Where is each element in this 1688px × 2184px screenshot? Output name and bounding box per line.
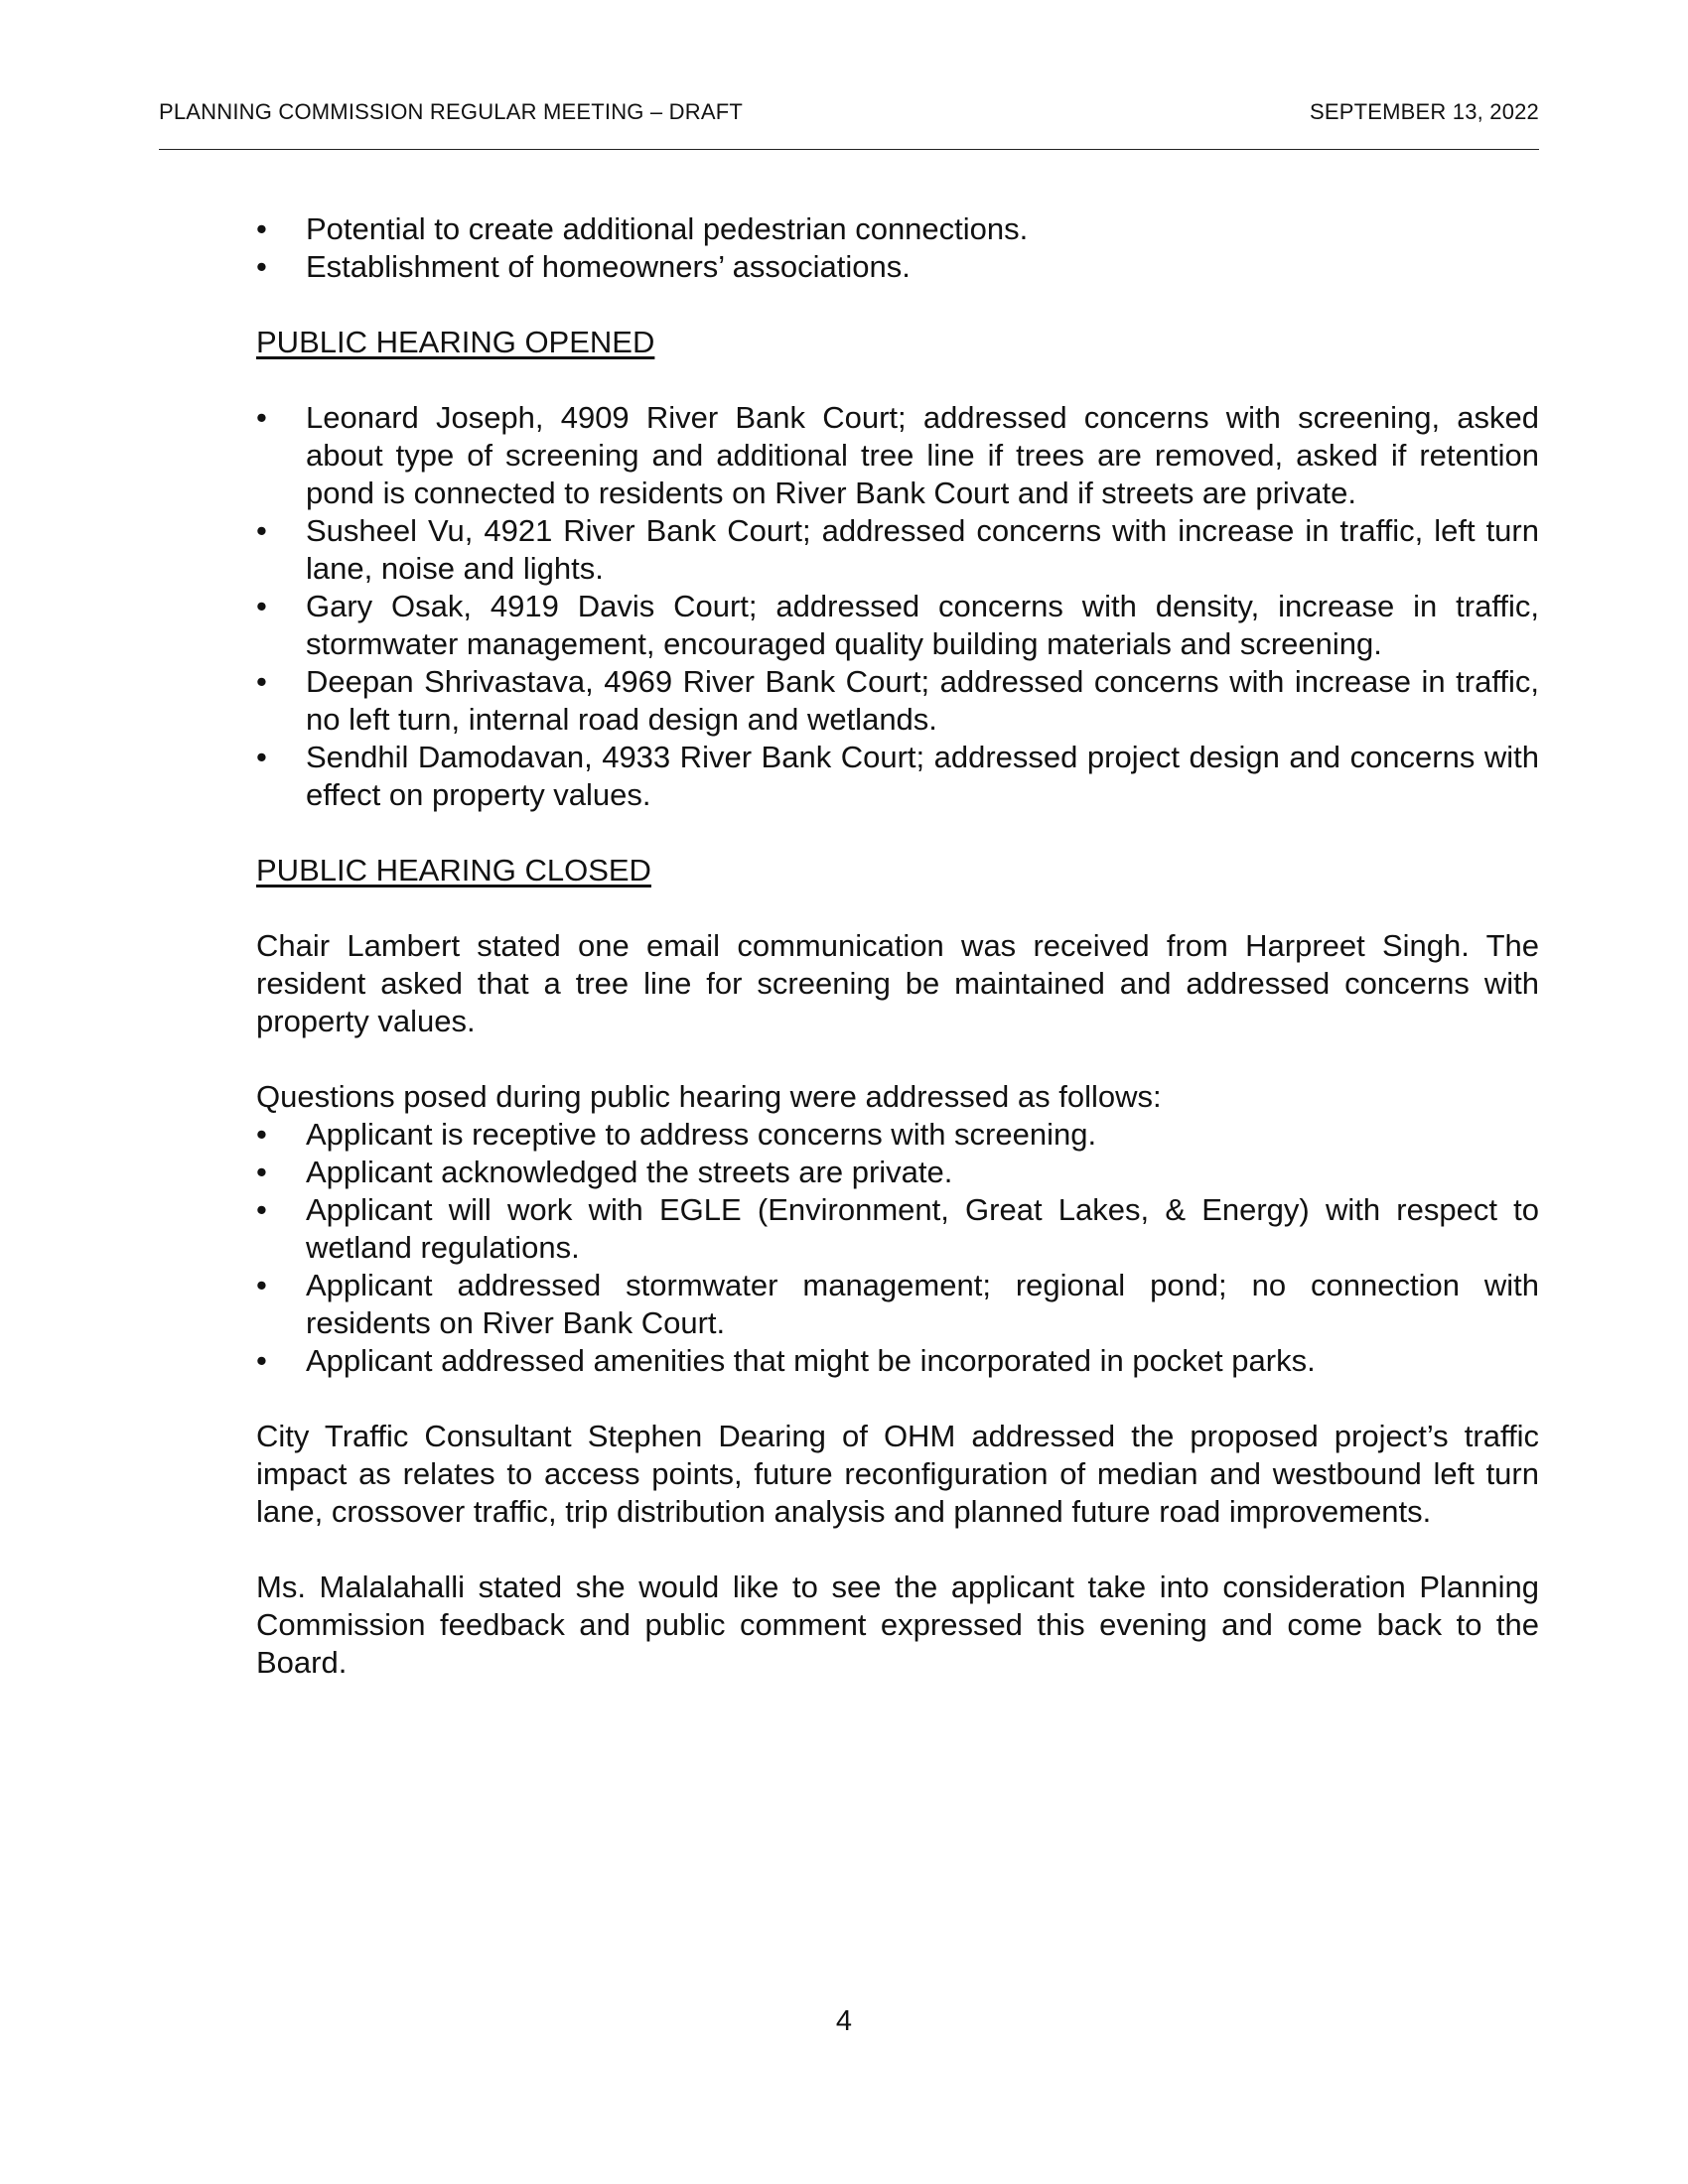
list-item <box>256 210 1539 248</box>
bullet-icon: • <box>256 740 267 774</box>
list-item <box>256 248 1539 286</box>
list-item-text: Applicant will work with EGLE (Environment, Great Lakes, & Energy) with respect to wetland regulations. <box>306 1192 1539 1265</box>
list-item-text: Applicant addressed stormwater management; regional pond; no connection with residents on River Bank Court. <box>306 1268 1539 1340</box>
bullet-icon: • <box>256 1268 267 1302</box>
traffic-consultant-paragraph: City Traffic Consultant Stephen Dearing of OHM addressed the proposed project’s traffic impact as relates to access points, future reconfiguration of median and westbound left turn lane, crossover traffic, trip distribution analysis and planned future road improvements. <box>256 1419 1539 1529</box>
list-item <box>256 1154 1539 1191</box>
chair-paragraph: Chair Lambert stated one email communication was received from Harpreet Singh. The resident asked that a tree line for screening be maintained and addressed concerns with property values. <box>256 928 1539 1038</box>
answer-bullet-list <box>256 1116 1539 1380</box>
header-date: SEPTEMBER 13, 2022 <box>1309 99 1539 124</box>
bullet-icon: • <box>256 211 267 246</box>
questions-intro: Questions posed during public hearing were addressed as follows: <box>256 1079 1162 1114</box>
list-item <box>256 512 1539 588</box>
document-body <box>256 210 1539 1682</box>
page-header <box>159 99 1539 150</box>
intro-bullet-list <box>256 210 1539 286</box>
list-item-text: Applicant acknowledged the streets are private. <box>306 1155 953 1189</box>
list-item <box>256 663 1539 739</box>
bullet-icon: • <box>256 400 267 435</box>
bullet-icon: • <box>256 1343 267 1378</box>
public-hearing-closed-heading: PUBLIC HEARING CLOSED <box>256 853 651 887</box>
page-number: 4 <box>835 2005 853 2037</box>
bullet-icon: • <box>256 1117 267 1152</box>
list-item-text: Potential to create additional pedestrian connections. <box>306 211 1029 246</box>
list-item-text: Deepan Shrivastava, 4969 River Bank Court; addressed concerns with increase in traffic, no left turn, internal road design and wetlands. <box>306 664 1539 737</box>
list-item-text: Susheel Vu, 4921 River Bank Court; addressed concerns with increase in traffic, left turn lane, noise and lights. <box>306 513 1539 586</box>
list-item-text: Leonard Joseph, 4909 River Bank Court; addressed concerns with screening, asked about type of screening and additional tree line if trees are removed, asked if retention pond is connected to residents on River Bank Court and if streets are private. <box>306 400 1539 510</box>
header-meeting-title: PLANNING COMMISSION REGULAR MEETING – DRAFT <box>159 99 744 124</box>
bullet-icon: • <box>256 1155 267 1189</box>
bullet-icon: • <box>256 249 267 284</box>
bullet-icon: • <box>256 513 267 548</box>
bullet-icon: • <box>256 589 267 623</box>
list-item <box>256 1191 1539 1267</box>
list-item <box>256 739 1539 814</box>
list-item-text: Establishment of homeowners’ associations. <box>306 249 911 284</box>
list-item <box>256 1116 1539 1154</box>
bullet-icon: • <box>256 664 267 699</box>
list-item <box>256 399 1539 512</box>
list-item <box>256 1267 1539 1342</box>
list-item-text: Sendhil Damodavan, 4933 River Bank Court; addressed project design and concerns with effect on property values. <box>306 740 1539 812</box>
list-item <box>256 588 1539 663</box>
malalahalli-paragraph: Ms. Malalahalli stated she would like to see the applicant take into consideration Planning Commission feedback and public comment expressed this evening and come back to the Board. <box>256 1570 1539 1680</box>
list-item-text: Gary Osak, 4919 Davis Court; addressed concerns with density, increase in traffic, stormwater management, encouraged quality building materials and screening. <box>306 589 1539 661</box>
public-hearing-opened-heading: PUBLIC HEARING OPENED <box>256 325 655 359</box>
list-item-text: Applicant is receptive to address concerns with screening. <box>306 1117 1097 1152</box>
speaker-bullet-list <box>256 399 1539 814</box>
list-item-text: Applicant addressed amenities that might be incorporated in pocket parks. <box>306 1343 1316 1378</box>
bullet-icon: • <box>256 1192 267 1227</box>
list-item <box>256 1342 1539 1380</box>
